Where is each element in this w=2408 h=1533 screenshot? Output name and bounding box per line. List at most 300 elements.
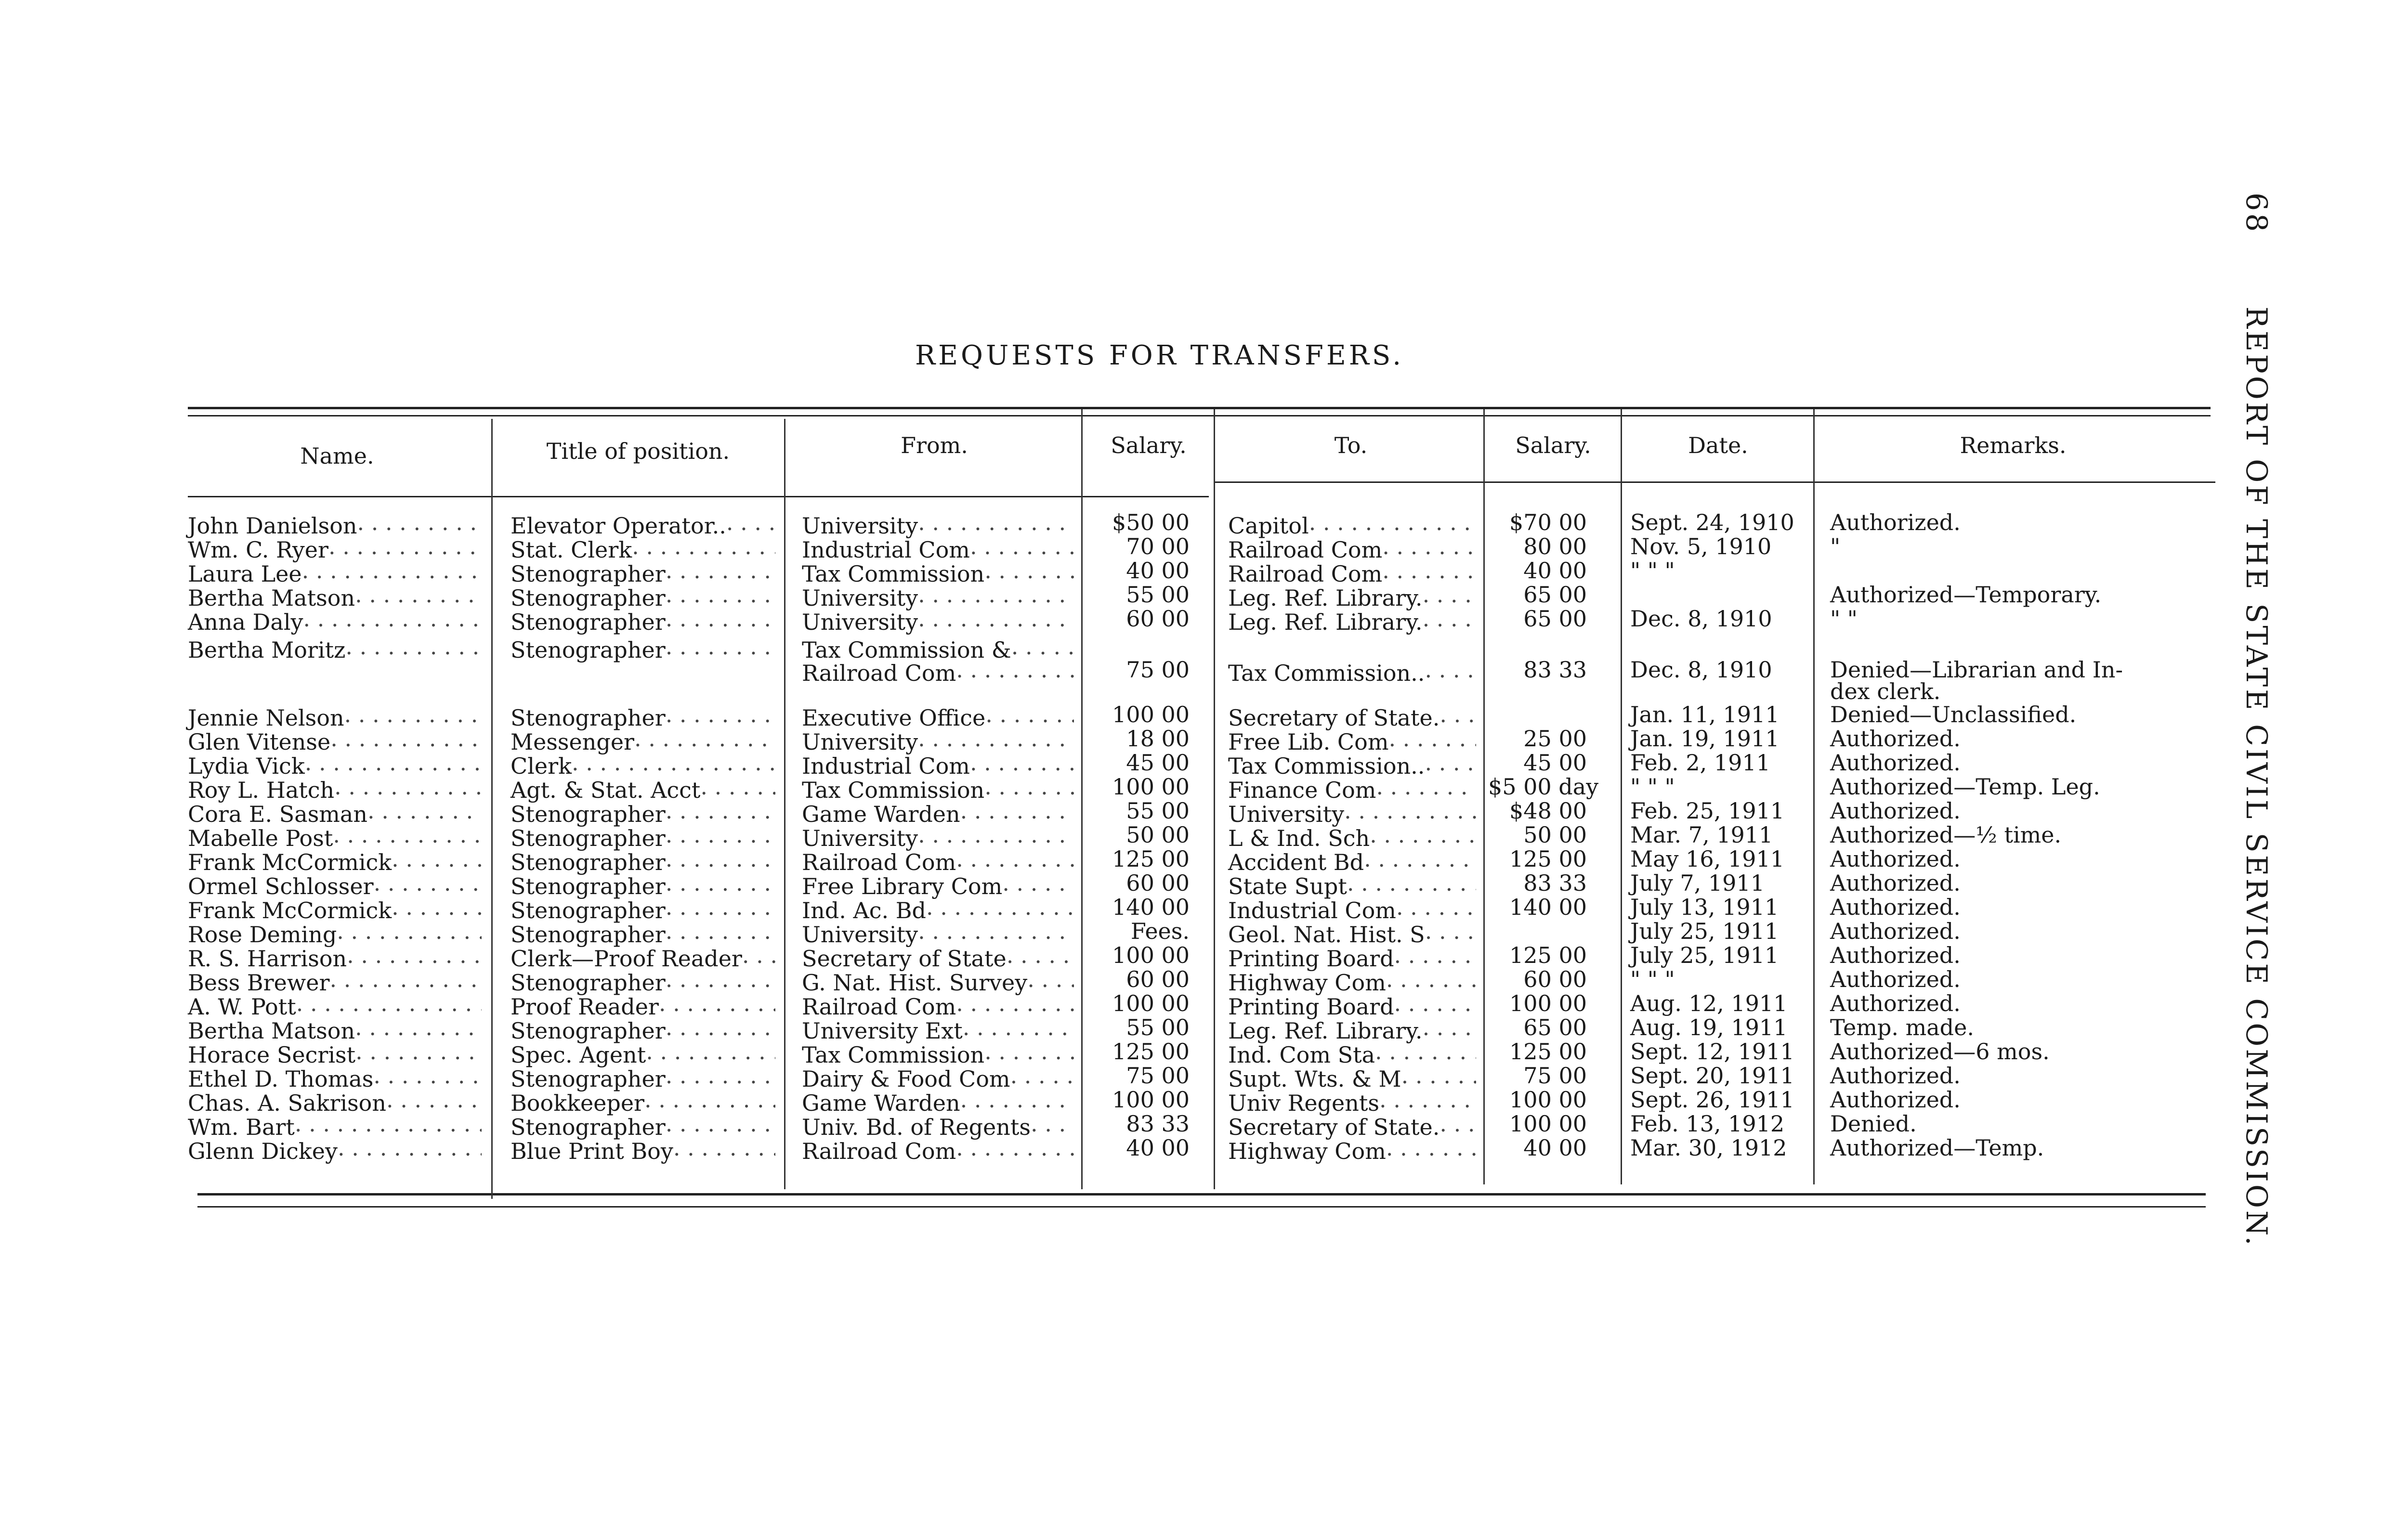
cell-text: Glen Vitense bbox=[188, 729, 331, 755]
cell-text: Sept. 26, 1911 bbox=[1630, 1087, 1794, 1113]
table-cell-name bbox=[188, 584, 486, 609]
dot-leader bbox=[330, 728, 482, 750]
table-cell-salary-from bbox=[1086, 584, 1190, 606]
table-cell-date bbox=[1630, 559, 1811, 582]
table-cell-name bbox=[188, 1137, 486, 1162]
dot-leader bbox=[338, 1137, 482, 1159]
dot-leader bbox=[355, 1016, 482, 1039]
cell-text: 45 00 bbox=[1126, 750, 1190, 776]
cell-text: University bbox=[802, 922, 918, 948]
dot-leader bbox=[392, 848, 482, 870]
table-cell-name bbox=[188, 728, 486, 753]
table-cell-name bbox=[188, 944, 486, 970]
table-cell-salary-to bbox=[1488, 944, 1587, 966]
dot-leader bbox=[1388, 728, 1476, 750]
cell-text: Mabelle Post bbox=[188, 825, 333, 851]
cell-text: Horace Secrist bbox=[188, 1042, 356, 1068]
table-cell-from bbox=[802, 636, 1079, 661]
header-remarks: Remarks. bbox=[1960, 432, 2067, 458]
table-cell-to bbox=[1228, 848, 1481, 873]
cell-text: Authorized. bbox=[1830, 1087, 1961, 1113]
dot-leader bbox=[666, 608, 775, 630]
table-cell-salary-to bbox=[1488, 728, 1587, 750]
table-cell-title bbox=[510, 608, 780, 633]
dot-leader bbox=[302, 559, 482, 582]
cell-text: 100 00 bbox=[1112, 942, 1190, 968]
cell-text: Tax Commission.. bbox=[1228, 660, 1425, 686]
table-cell-to bbox=[1228, 872, 1481, 897]
cell-text: 140 00 bbox=[1112, 894, 1190, 920]
table-cell-from bbox=[802, 920, 1079, 946]
table-cell-remarks bbox=[1830, 776, 2215, 798]
table-cell-name bbox=[188, 535, 486, 561]
cell-text: 50 00 bbox=[1126, 822, 1190, 848]
cell-text: Rose Deming bbox=[188, 922, 337, 948]
cell-text: Temp. made. bbox=[1830, 1014, 1974, 1040]
dot-leader bbox=[303, 608, 482, 630]
dot-leader bbox=[572, 752, 775, 774]
running-head bbox=[2239, 193, 2273, 1248]
table-cell-remarks bbox=[1830, 659, 2215, 681]
table-cell-from bbox=[802, 848, 1079, 873]
cell-text: Jan. 11, 1911 bbox=[1630, 702, 1780, 728]
table-cell-remarks bbox=[1830, 1113, 2215, 1135]
table-cell-to bbox=[1228, 992, 1481, 1018]
table-cell-to bbox=[1228, 1040, 1481, 1066]
table-cell-salary-to bbox=[1488, 584, 1587, 606]
table-cell-remarks bbox=[1830, 1137, 2215, 1159]
cell-text: Chas. A. Sakrison bbox=[188, 1090, 387, 1116]
cell-text: Railroad Com bbox=[1228, 561, 1383, 587]
cell-text: Stenographer bbox=[510, 1066, 666, 1092]
table-cell-title bbox=[510, 776, 780, 801]
table-cell-from bbox=[802, 559, 1079, 585]
table-cell-salary-from bbox=[1086, 659, 1190, 681]
dot-leader bbox=[985, 703, 1074, 726]
table-cell-name bbox=[188, 752, 486, 777]
table-cell-to bbox=[1228, 920, 1481, 946]
table-cell-title bbox=[510, 703, 780, 729]
table-cell-from bbox=[802, 776, 1079, 801]
cell-text: Spec. Agent bbox=[510, 1042, 646, 1068]
dot-leader bbox=[666, 800, 775, 822]
cell-text: $5 00 day bbox=[1488, 774, 1599, 800]
table-cell-from bbox=[802, 728, 1079, 753]
table-cell-name bbox=[188, 559, 486, 585]
cell-text: Aug. 12, 1911 bbox=[1630, 990, 1788, 1016]
dot-leader bbox=[634, 728, 775, 750]
table-cell-remarks bbox=[1830, 535, 2215, 558]
header-date: Date. bbox=[1688, 432, 1748, 458]
cell-text: dex clerk. bbox=[1830, 678, 1941, 704]
cell-text: Authorized—Temporary. bbox=[1830, 582, 2102, 608]
cell-text: Game Warden bbox=[802, 1090, 960, 1116]
table-cell-name bbox=[188, 1065, 486, 1090]
cell-text: 125 00 bbox=[1509, 942, 1587, 968]
table-cell-date bbox=[1630, 1137, 1811, 1159]
dot-leader bbox=[1423, 584, 1476, 606]
dot-leader bbox=[1370, 824, 1476, 846]
table-cell-date bbox=[1630, 1065, 1811, 1087]
cell-text: 75 00 bbox=[1126, 1063, 1190, 1089]
cell-text: Highway Com bbox=[1228, 970, 1386, 996]
cell-text: Fees. bbox=[1130, 918, 1190, 944]
cell-text: Sept. 20, 1911 bbox=[1630, 1063, 1794, 1089]
table-cell-date bbox=[1630, 1089, 1811, 1111]
cell-text: 83 33 bbox=[1523, 657, 1587, 683]
cell-text: July 25, 1911 bbox=[1630, 918, 1779, 944]
cell-text: 125 00 bbox=[1509, 846, 1587, 872]
dot-leader bbox=[1031, 1113, 1074, 1135]
dot-leader bbox=[1309, 511, 1476, 533]
table-cell-title bbox=[510, 1089, 780, 1114]
dot-leader bbox=[666, 848, 775, 870]
dot-leader bbox=[355, 584, 482, 606]
cell-text: Authorized—½ time. bbox=[1830, 822, 2062, 848]
cell-text: Mar. 30, 1912 bbox=[1630, 1135, 1787, 1161]
cell-text: 100 00 bbox=[1112, 1087, 1190, 1113]
cell-text: Glenn Dickey bbox=[188, 1138, 338, 1164]
table-cell-from bbox=[802, 1113, 1079, 1138]
dot-leader bbox=[1394, 992, 1476, 1014]
table-cell-title bbox=[510, 848, 780, 873]
cell-text: Stenographer bbox=[510, 609, 666, 635]
cell-text: Tax Commission bbox=[802, 561, 985, 587]
table-cell-salary-to bbox=[1488, 1089, 1587, 1111]
dot-leader bbox=[984, 559, 1074, 582]
table-cell-from bbox=[802, 608, 1079, 633]
cell-text: 65 00 bbox=[1523, 1014, 1587, 1040]
dot-leader bbox=[984, 776, 1074, 798]
cell-text: Aug. 19, 1911 bbox=[1630, 1014, 1788, 1040]
table-cell-to bbox=[1228, 1089, 1481, 1114]
table-cell-to bbox=[1228, 511, 1481, 537]
cell-text: Railroad Com bbox=[1228, 537, 1383, 563]
dot-leader bbox=[305, 752, 482, 774]
dot-leader bbox=[1027, 968, 1074, 990]
table-cell-salary-from bbox=[1086, 1040, 1190, 1063]
dot-leader bbox=[666, 920, 775, 942]
cell-text: Authorized. bbox=[1830, 894, 1961, 920]
cell-text: Wm. C. Ryer bbox=[188, 537, 328, 563]
table-cell-remarks bbox=[1830, 944, 2215, 966]
dot-leader bbox=[666, 968, 775, 990]
table-cell-salary-to bbox=[1488, 1040, 1587, 1063]
cell-text: Stenographer bbox=[510, 970, 666, 996]
cell-text: Stenographer bbox=[510, 849, 666, 875]
table-cell-date bbox=[1630, 1113, 1811, 1135]
table-cell-title bbox=[510, 968, 780, 994]
dot-leader bbox=[355, 1040, 482, 1063]
cell-text: Feb. 13, 1912 bbox=[1630, 1111, 1785, 1137]
dot-leader bbox=[386, 1089, 482, 1111]
cell-text: Stenographer bbox=[510, 873, 666, 899]
cell-text: " " bbox=[1830, 606, 1858, 632]
table-cell-from bbox=[802, 800, 1079, 825]
cell-text: 60 00 bbox=[1126, 870, 1190, 896]
cell-text: 60 00 bbox=[1126, 966, 1190, 992]
table-cell-title bbox=[510, 896, 780, 922]
dot-leader bbox=[334, 776, 482, 798]
dot-leader bbox=[1347, 872, 1476, 894]
cell-text: Dec. 8, 1910 bbox=[1630, 657, 1772, 683]
cell-text: Authorized. bbox=[1830, 1063, 1961, 1089]
header-to: To. bbox=[1334, 432, 1368, 458]
cell-text: " " " bbox=[1630, 558, 1675, 584]
dot-leader bbox=[374, 872, 482, 894]
table-cell-date bbox=[1630, 608, 1811, 630]
table-cell-remarks bbox=[1830, 920, 2215, 942]
table-cell-to bbox=[1228, 1137, 1481, 1162]
table-cell-name bbox=[188, 1040, 486, 1066]
table-cell-salary-to bbox=[1488, 968, 1587, 990]
cell-text: 100 00 bbox=[1509, 990, 1587, 1016]
cell-text: Sept. 12, 1911 bbox=[1630, 1039, 1794, 1065]
table-cell-remarks bbox=[1830, 1016, 2215, 1039]
dot-leader bbox=[956, 848, 1074, 870]
dot-leader bbox=[726, 511, 775, 533]
dot-leader bbox=[1002, 872, 1074, 894]
cell-text: 65 00 bbox=[1523, 606, 1587, 632]
dot-leader bbox=[926, 896, 1074, 918]
table-cell-date bbox=[1630, 659, 1811, 681]
dot-leader bbox=[1425, 752, 1476, 774]
table-cell-from bbox=[802, 535, 1079, 561]
dot-leader bbox=[337, 920, 482, 942]
dot-leader bbox=[1425, 659, 1476, 681]
table-cell-title bbox=[510, 511, 780, 537]
header-salary-to: Salary. bbox=[1515, 432, 1591, 458]
cell-text: Denied. bbox=[1830, 1111, 1917, 1137]
table-cell-to bbox=[1228, 728, 1481, 753]
cell-text: Stenographer bbox=[510, 705, 666, 731]
cell-text: 75 00 bbox=[1126, 657, 1190, 683]
cell-text: Railroad Com bbox=[802, 994, 956, 1020]
table-cell-to bbox=[1228, 1113, 1481, 1138]
cell-text: 55 00 bbox=[1126, 798, 1190, 824]
cell-text: University bbox=[802, 729, 918, 755]
table-cell-name bbox=[188, 511, 486, 537]
cell-text: $70 00 bbox=[1509, 509, 1587, 535]
table-cell-from bbox=[802, 659, 1079, 684]
table-cell-name bbox=[188, 1089, 486, 1114]
dot-leader bbox=[963, 1016, 1074, 1039]
table-cell-date bbox=[1630, 896, 1811, 918]
cell-text: " " " bbox=[1630, 966, 1675, 992]
table-cell-salary-to bbox=[1488, 896, 1587, 918]
cell-text: Printing Board bbox=[1228, 994, 1394, 1020]
table-top-rule-2 bbox=[188, 415, 2211, 416]
table-cell-salary-from bbox=[1086, 1089, 1190, 1111]
table-cell-salary-to bbox=[1488, 1137, 1587, 1159]
table-cell-remarks bbox=[1830, 968, 2215, 990]
table-cell-salary-to bbox=[1488, 1016, 1587, 1039]
table-cell-title bbox=[510, 636, 780, 661]
table-cell-remarks bbox=[1830, 1089, 2215, 1111]
dot-leader bbox=[367, 800, 482, 822]
column-divider bbox=[1813, 409, 1815, 1184]
table-cell-from bbox=[802, 872, 1079, 897]
dot-leader bbox=[673, 1137, 775, 1159]
cell-text: Secretary of State bbox=[802, 946, 1007, 972]
dot-leader bbox=[646, 1040, 775, 1063]
table-cell-name bbox=[188, 968, 486, 994]
table-cell-to bbox=[1228, 584, 1481, 609]
table-cell-title bbox=[510, 1065, 780, 1090]
dot-leader bbox=[918, 584, 1074, 606]
table-cell-remarks bbox=[1830, 752, 2215, 774]
dot-leader bbox=[666, 872, 775, 894]
table-cell-to bbox=[1228, 1065, 1481, 1090]
dot-leader bbox=[632, 535, 775, 558]
table-cell-salary-from bbox=[1086, 824, 1190, 846]
cell-text: Tax Commission.. bbox=[1228, 753, 1425, 779]
table-cell-salary-from bbox=[1086, 559, 1190, 582]
table-cell-from bbox=[802, 1089, 1079, 1114]
cell-text: State Supt bbox=[1228, 873, 1347, 899]
cell-text: University bbox=[1228, 801, 1345, 827]
cell-text: " bbox=[1830, 533, 1841, 559]
table-cell-salary-to bbox=[1488, 559, 1587, 582]
cell-text: Capitol bbox=[1228, 513, 1309, 539]
cell-text: Dec. 8, 1910 bbox=[1630, 606, 1772, 632]
table-cell-date bbox=[1630, 1040, 1811, 1063]
table-cell-remarks bbox=[1830, 848, 2215, 870]
table-cell-salary-to bbox=[1488, 659, 1587, 681]
table-cell-title bbox=[510, 559, 780, 585]
cell-text: Bookkeeper bbox=[510, 1090, 645, 1116]
dot-leader bbox=[328, 535, 482, 558]
table-cell-remarks bbox=[1830, 824, 2215, 846]
table-cell-from bbox=[802, 1016, 1079, 1042]
cell-text: Stenographer bbox=[510, 561, 666, 587]
header-salary-from: Salary. bbox=[1111, 432, 1187, 458]
dot-leader bbox=[1010, 1065, 1074, 1087]
table-cell-title bbox=[510, 944, 780, 970]
cell-text: Leg. Ref. Library. bbox=[1228, 609, 1423, 635]
dot-leader bbox=[344, 703, 482, 726]
cell-text: 75 00 bbox=[1523, 1063, 1587, 1089]
table-cell-date bbox=[1630, 872, 1811, 894]
cell-text: Stenographer bbox=[510, 897, 666, 923]
table-cell-salary-from bbox=[1086, 752, 1190, 774]
table-cell-salary-to bbox=[1488, 800, 1587, 822]
cell-text: 40 00 bbox=[1523, 558, 1587, 584]
table-cell-title bbox=[510, 824, 780, 849]
table-cell-from bbox=[802, 1137, 1079, 1162]
dot-leader bbox=[918, 824, 1074, 846]
table-cell-to bbox=[1228, 896, 1481, 922]
cell-text: Leg. Ref. Library. bbox=[1228, 1018, 1423, 1044]
cell-text: Authorized—Temp. Leg. bbox=[1830, 774, 2100, 800]
cell-text: Messenger bbox=[510, 729, 635, 755]
cell-text: Supt. Wts. & M bbox=[1228, 1066, 1401, 1092]
dot-leader bbox=[1386, 968, 1476, 990]
table-cell-date bbox=[1630, 728, 1811, 750]
table-cell-name bbox=[188, 776, 486, 801]
dot-leader bbox=[644, 1089, 775, 1111]
column-divider bbox=[1483, 409, 1485, 1184]
cell-text: University bbox=[802, 825, 918, 851]
table-cell-name bbox=[188, 636, 486, 661]
table-cell-salary-from bbox=[1086, 872, 1190, 894]
dot-leader bbox=[918, 728, 1074, 750]
cell-text: University bbox=[802, 513, 918, 539]
table-cell-from bbox=[802, 584, 1079, 609]
table-cell-date bbox=[1630, 968, 1811, 990]
dot-leader bbox=[1423, 1016, 1476, 1039]
cell-text: Stenographer bbox=[510, 1114, 666, 1140]
cell-text: Industrial Com bbox=[802, 753, 970, 779]
cell-text: $50 00 bbox=[1112, 509, 1190, 535]
table-cell-salary-from bbox=[1086, 1065, 1190, 1087]
cell-text: Stenographer bbox=[510, 801, 666, 827]
dot-leader bbox=[742, 944, 775, 966]
table-cell-salary-from bbox=[1086, 848, 1190, 870]
table-cell-from bbox=[802, 511, 1079, 537]
header-name: Name. bbox=[300, 443, 374, 469]
table-cell-name bbox=[188, 824, 486, 849]
table-cell-date bbox=[1630, 752, 1811, 774]
cell-text: University bbox=[802, 609, 918, 635]
table-cell-title bbox=[510, 584, 780, 609]
cell-text: Authorized. bbox=[1830, 990, 1961, 1016]
table-cell-date bbox=[1630, 992, 1811, 1014]
dot-leader bbox=[666, 1016, 775, 1039]
cell-text: Authorized. bbox=[1830, 870, 1961, 896]
dot-leader bbox=[970, 535, 1074, 558]
cell-text: 40 00 bbox=[1126, 558, 1190, 584]
cell-text: Sept. 24, 1910 bbox=[1630, 509, 1794, 535]
cell-text: Authorized. bbox=[1830, 726, 1961, 752]
cell-text: Authorized. bbox=[1830, 918, 1961, 944]
cell-text: 25 00 bbox=[1523, 726, 1587, 752]
column-divider bbox=[784, 419, 785, 1189]
table-cell-remarks bbox=[1830, 1065, 2215, 1087]
dot-leader bbox=[956, 1137, 1074, 1159]
table-cell-title bbox=[510, 992, 780, 1018]
cell-text: Dairy & Food Com bbox=[802, 1066, 1010, 1092]
table-cell-remarks bbox=[1830, 896, 2215, 918]
table-cell-title bbox=[510, 1113, 780, 1138]
table-cell-from bbox=[802, 752, 1079, 777]
cell-text: 83 33 bbox=[1523, 870, 1587, 896]
table-cell-salary-from bbox=[1086, 944, 1190, 966]
running-head-text: REPORT OF THE STATE CIVIL SERVICE COMMISSION. bbox=[2239, 306, 2273, 1248]
cell-text: 125 00 bbox=[1509, 1039, 1587, 1065]
table-cell-date bbox=[1630, 1016, 1811, 1039]
header-from: From. bbox=[901, 432, 968, 458]
cell-text: 70 00 bbox=[1126, 533, 1190, 559]
table-cell-name bbox=[188, 608, 486, 633]
table-cell-to bbox=[1228, 968, 1481, 994]
table-cell-date bbox=[1630, 824, 1811, 846]
table-cell-to bbox=[1228, 608, 1481, 633]
cell-text: Authorized. bbox=[1830, 846, 1961, 872]
cell-text: July 13, 1911 bbox=[1630, 894, 1779, 920]
cell-text: 55 00 bbox=[1126, 1014, 1190, 1040]
dot-leader bbox=[970, 752, 1074, 774]
table-cell-to bbox=[1228, 703, 1481, 729]
cell-text: 50 00 bbox=[1523, 822, 1587, 848]
cell-text: " " " bbox=[1630, 774, 1675, 800]
cell-text: Elevator Operator.. bbox=[510, 513, 726, 539]
cell-text: 60 00 bbox=[1126, 606, 1190, 632]
cell-text: 80 00 bbox=[1523, 533, 1587, 559]
cell-text: 125 00 bbox=[1112, 1039, 1190, 1065]
cell-text: Stenographer bbox=[510, 637, 666, 663]
cell-text: Agt. & Stat. Acct bbox=[510, 777, 701, 803]
